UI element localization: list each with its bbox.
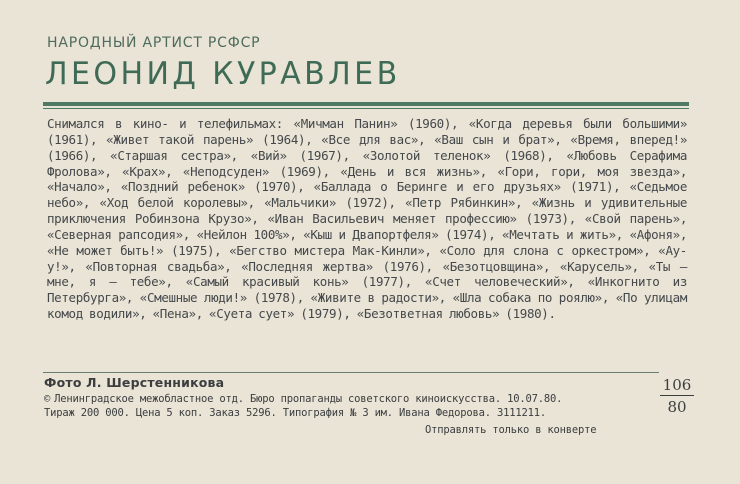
card-number-divider: [660, 395, 694, 396]
filmography-text: Снимался в кино- и телефильмах: «Мичман Панин» (1960), «Когда деревья были большими» (1961), «Живет такой парень» (1964), «Все для вас», «Ваш сын и брат», «Время, вперед!» (1966), «Старшая сестра», «Вий» (1967), «Золотой теленок» (1968), «Любовь Серафима Фролова», «Крах», «Неподсуден» (1969), «День и вся жизнь», «Гори, гори, моя звезда», «Начало», «Поздний ребенок» (1970), «Баллада о Беринге и его друзьях» (1971), «Седьмое небо», «Ход белой королевы», «Мальчики» (1972), «Петр Рябинкин», «Жизнь и удивительные приключения Робинзона Крузо», «Иван Васильевич меняет профессию» (1973), «Свой парень», «Северная рапсодия», «Нейлон 100%», «Кыш и Двапортфеля» (1974), «Мечтать и жить», «Афоня», «Не может быть!» (1975), «Бегство мистера Мак-Кинли», «Соло для слона с оркестром», «Ау-у!», «Повторная свадьба», «Последняя жертва» (1976), «Безотцовщина», «Карусель», «Ты — мне, я — тебе», «Самый красивый конь» (1977), «Счет человеческий», «Инкогнито из Петербурга», «Смешные люди!» (1978), «Живите в радости», «Шла собака по роялю», «По улицам комод водили», «Пена», «Суета сует» (1979), «Безответная любовь» (1980).: [47, 116, 687, 322]
card-number: [660, 376, 694, 416]
imprint-line-2: Тираж 200 000. Цена 5 коп. Заказ 5296. Типография № 3 им. Ивана Федорова. 3111211.: [44, 407, 546, 419]
photo-credit: Фото Л. Шерстенникова: [44, 375, 225, 390]
card-number-top: 106: [662, 376, 692, 394]
imprint-line-1-text: Ленинградское межобластное отд. Бюро пропаганды советского киноискусства. 10.07.80.: [54, 393, 563, 405]
mailing-note: Отправлять только в конверте: [425, 424, 597, 436]
header-rule-thick: [43, 102, 689, 106]
copyright-symbol: ©: [44, 393, 51, 405]
actor-name: ЛЕОНИД КУРАВЛЕВ: [45, 56, 401, 92]
card-number-bottom: 80: [667, 398, 687, 416]
imprint-line-1: [44, 392, 644, 406]
header-rule-thin: [43, 108, 689, 109]
imprint: [44, 392, 644, 420]
footer-rule: [43, 372, 659, 373]
actor-title: НАРОДНЫЙ АРТИСТ РСФСР: [47, 35, 261, 51]
